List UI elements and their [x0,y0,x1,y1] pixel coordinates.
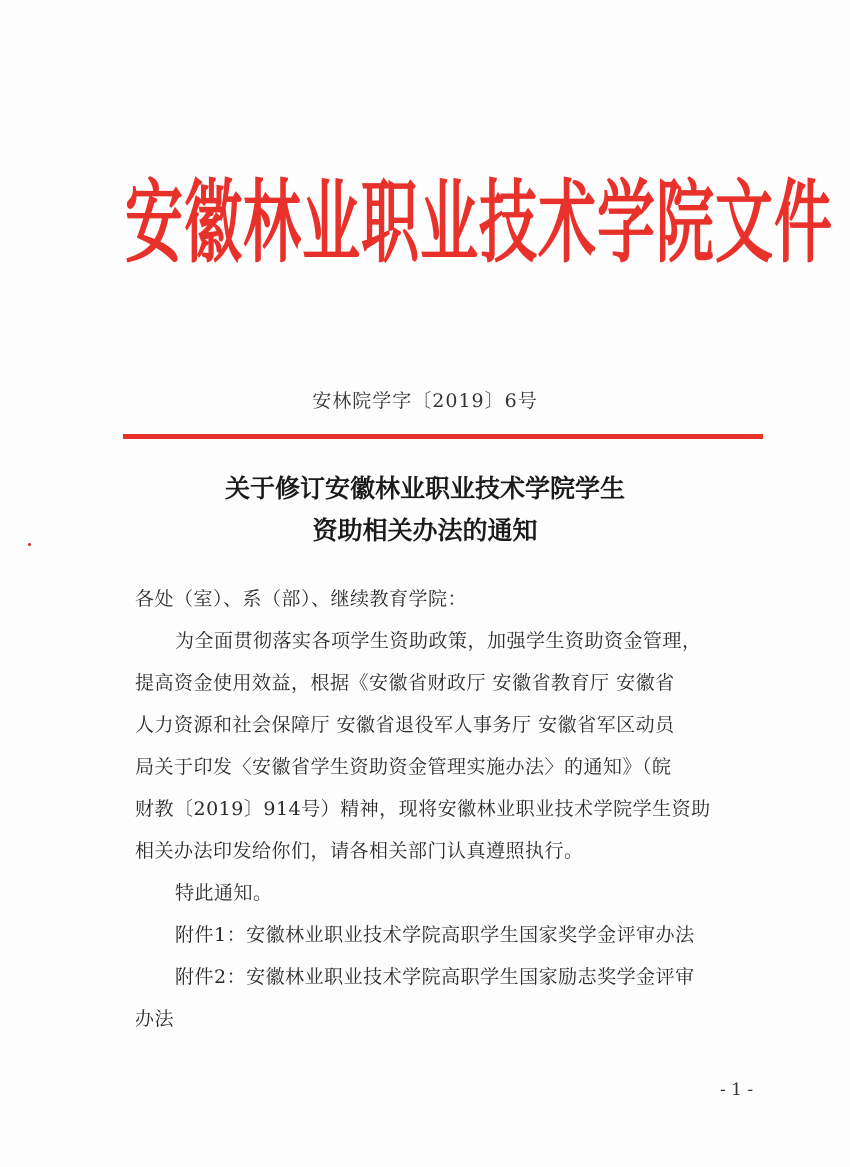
page-number: - 1 - [720,1080,754,1100]
attachment-2-continuation: 办法 [135,1008,175,1030]
body-paragraph-line: 局关于印发〈安徽省学生资助资金管理实施办法〉的通知》（皖 [135,756,672,778]
notice-title [0,468,850,552]
body-paragraph-line: 人力资源和社会保障厅 安徽省退役军人事务厅 安徽省军区动员 [135,714,675,736]
red-divider-line [123,434,763,439]
title-line-2: 资助相关办法的通知 [312,516,538,545]
notice-body [135,578,775,1040]
title-line-1: 关于修订安徽林业职业技术学院学生 [224,474,625,503]
scan-speck [28,543,31,546]
body-paragraph-line: 提高资金使用效益，根据《安徽省财政厅 安徽省教育厅 安徽省 [135,672,675,694]
attachment-1: 附件1：安徽林业职业技术学院高职学生国家奖学金评审办法 [175,924,695,946]
institution-file-header: 安徽林业职业技术学院文件 [125,170,834,276]
closing-line: 特此通知。 [175,882,273,904]
body-paragraph-line: 相关办法印发给你们，请各相关部门认真遵照执行。 [135,840,584,862]
salutation: 各处（室）、系（部）、继续教育学院： [135,588,468,610]
body-paragraph-line: 为全面贯彻落实各项学生资助政策，加强学生资助资金管理， [175,630,702,652]
document-number: 安林院学字〔2019〕6号 [312,390,538,412]
attachment-2: 附件2：安徽林业职业技术学院高职学生国家励志奖学金评审 [175,966,695,988]
body-paragraph-line: 财教〔2019〕914号）精神，现将安徽林业职业技术学院学生资助 [135,798,711,820]
